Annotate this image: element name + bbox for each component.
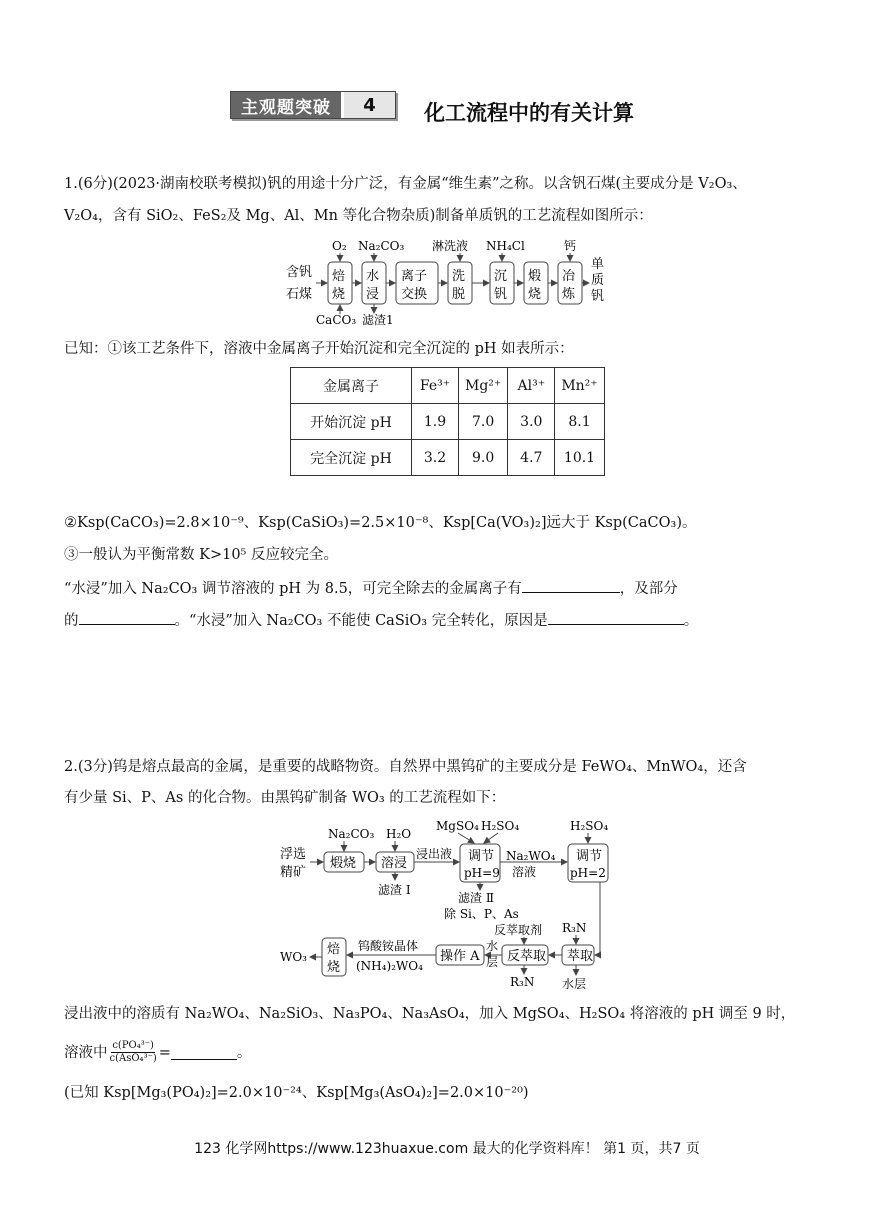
q1-ask-c: 的 <box>64 613 79 629</box>
q2-adjust1-b: pH=9 <box>464 866 500 880</box>
q2-line2: 有少量 Si、P、As 的化合物。由黑钨矿制备 WO₃ 的工艺流程如下： <box>64 790 506 806</box>
q1-step-prec-text-2: 钒 <box>494 287 508 302</box>
q1-input-na2co3: Na₂CO₃ <box>358 239 405 253</box>
q2-remove: 除 Si、P、As <box>444 907 519 921</box>
q2-na2co3: Na₂CO₃ <box>328 827 375 841</box>
q1-ask-line2 <box>64 610 698 631</box>
badge-label: 主观题突破 <box>231 92 341 118</box>
fraction <box>110 1040 157 1065</box>
q1-step-elute-text-2: 脱 <box>452 287 466 302</box>
q1-product-2: 质 <box>591 273 605 288</box>
q2-residue2: 滤渣 Ⅱ <box>458 891 494 905</box>
table-row-label: 开始沉淀 pH <box>291 404 412 440</box>
q1-flow-diagram <box>280 236 620 328</box>
q2-line1: 2.(3分)钨是熔点最高的金属，是重要的战略物资。自然界中黑钨矿的主要成分是 FeWO₄、MnWO₄，还含 <box>64 759 747 775</box>
q1-line2: V₂O₄，含有 SiO₂、FeS₂及 Mg、Al、Mn 等化合物杂质)制备单质钒的工艺流程如图所示： <box>64 208 653 224</box>
q1-ask-line1 <box>64 578 678 599</box>
fraction-denominator: c(AsO₄³⁻) <box>109 1053 157 1064</box>
q1-known-intro: 已知：①该工艺条件下，溶液中金属离子开始沉淀和完全沉淀的 pH 如表所示： <box>64 341 574 357</box>
q2-line4-a: 溶液中 <box>64 1044 108 1061</box>
q2-adjust2-b: pH=2 <box>570 866 606 880</box>
q2-op-a-text: 操作 A <box>440 949 480 964</box>
q2-line3: 浸出液中的溶质有 Na₂WO₄、Na₂SiO₃、Na₃PO₄、Na₃AsO₄，加入 MgSO₄、H₂SO₄ 将溶液的 pH 调至 9 时， <box>64 1006 796 1022</box>
q1-input-caco3: CaCO₃ <box>316 313 357 327</box>
q1-ask-d: 。“水浸”加入 Na₂CO₃ 不能使 CaSiO₃ 完全转化，原因是 <box>174 613 548 629</box>
q1-step-ion-text-2: 交换 <box>401 287 428 302</box>
q1-known2: ②Ksp(CaCO₃)=2.8×10⁻⁹、Ksp(CaSiO₃)=2.5×10⁻⁸、Ksp[Ca(VO₃)₂]远大于 Ksp(CaCO₃)。 <box>64 515 697 531</box>
q2-roast-text: 煅烧 <box>330 856 357 871</box>
answer-blank-2[interactable] <box>79 610 175 625</box>
q2-leach-text: 溶浸 <box>381 856 408 871</box>
q2-line4 <box>64 1040 251 1065</box>
q1-ask-a: “水浸”加入 Na₂CO₃ 调节溶液的 pH 为 8.5，可完全除去的金属离子有 <box>64 581 522 597</box>
page-title: 化工流程中的有关计算 <box>424 101 634 125</box>
table-header-cell: Fe³⁺ <box>412 368 459 404</box>
q1-input-nh4cl: NH₄Cl <box>486 239 525 253</box>
q1-residue1: 滤渣1 <box>362 313 394 327</box>
q2-r3n-top: R₃N <box>562 921 587 935</box>
section-badge <box>230 91 396 119</box>
q2-h2so4-1: H₂SO₄ <box>481 819 520 833</box>
q1-input-calcium: 钙 <box>564 239 577 253</box>
q2-water-layer: 水层 <box>562 977 587 990</box>
q1-feed-2: 石煤 <box>286 287 313 302</box>
q1-known3: ③一般认为平衡常数 K>10⁵ 反应较完全。 <box>64 547 338 563</box>
table-header-cell: 金属离子 <box>291 368 412 404</box>
table-cell: 1.9 <box>412 404 459 440</box>
q2-wo3: WO₃ <box>280 950 307 964</box>
table-header-cell: Mn²⁺ <box>555 368 604 404</box>
q2-h2so4-2: H₂SO₄ <box>570 819 609 833</box>
table-row-label: 完全沉淀 pH <box>291 440 412 476</box>
q1-step-smelt-text-2: 炼 <box>562 287 576 302</box>
q2-line4-b: = <box>158 1044 171 1061</box>
table-header-cell: Al³⁺ <box>508 368 555 404</box>
table-cell: 4.7 <box>508 440 555 476</box>
q2-h2o: H₂O <box>386 827 412 841</box>
table-cell: 9.0 <box>459 440 508 476</box>
q1-product-1: 单 <box>591 257 605 272</box>
badge-number: 4 <box>341 92 395 118</box>
q1-ask-b: ，及部分 <box>619 581 678 597</box>
page-footer: 123 化学网https://www.123huaxue.com 最大的化学资料库！ 第1 页，共7 页 <box>194 1141 700 1157</box>
q1-step-roast-text-2: 烧 <box>332 287 346 302</box>
q2-calcine-b: 烧 <box>327 960 341 975</box>
fraction-numerator: c(PO₄³⁻) <box>112 1040 154 1051</box>
q2-water-a: 水 <box>486 939 499 953</box>
q2-feed-2: 精矿 <box>280 865 307 880</box>
q2-line4-c: 。 <box>236 1044 252 1061</box>
q1-input-o2: O₂ <box>332 239 347 253</box>
q2-back-extract-text: 反萃取 <box>507 949 547 964</box>
table-cell: 7.0 <box>459 404 508 440</box>
answer-blank-1[interactable] <box>522 578 620 593</box>
q2-r3n-bottom: R₃N <box>510 975 535 989</box>
q1-step-leach-text-1: 水 <box>366 269 380 284</box>
ph-table <box>290 367 605 476</box>
q1-step-prec-text-1: 沉 <box>494 269 508 284</box>
q1-feed-1: 含钒 <box>286 265 313 280</box>
q1-step-leach-text-2: 浸 <box>366 287 380 302</box>
q2-crystal-a: 钨酸铵晶体 <box>358 939 419 953</box>
table-header-cell: Mg²⁺ <box>459 368 508 404</box>
q1-step-calc-text-1: 煅 <box>528 269 542 284</box>
q2-crystal-b: (NH₄)₂WO₄ <box>356 959 423 973</box>
q1-input-eluent: 淋洗液 <box>432 239 469 253</box>
q2-leachate: 浸出液 <box>416 847 453 861</box>
q2-water-b: 层 <box>486 955 499 969</box>
q2-flow-diagram <box>278 818 618 990</box>
q2-back-agent: 反萃取剂 <box>494 923 543 937</box>
table-cell: 8.1 <box>555 404 604 440</box>
table-cell: 3.2 <box>412 440 459 476</box>
q2-mgso4: MgSO₄ <box>436 819 479 833</box>
answer-blank-3[interactable] <box>548 610 684 625</box>
q2-calcine-a: 焙 <box>327 942 341 957</box>
q2-na2wo4-b: 溶液 <box>512 865 537 879</box>
q1-step-calc-text-2: 烧 <box>528 287 542 302</box>
q2-feed-1: 浮选 <box>280 847 307 862</box>
q2-na2wo4-a: Na₂WO₄ <box>506 849 556 863</box>
table-header-row <box>291 368 605 404</box>
q1-ask-e: 。 <box>683 613 699 629</box>
q2-line5: (已知 Ksp[Mg₃(PO₄)₂]=2.0×10⁻²⁴、Ksp[Mg₃(AsO₄)₂]=2.0×10⁻²⁰) <box>64 1085 529 1101</box>
q2-residue1: 滤渣 I <box>378 883 411 897</box>
table-cell: 3.0 <box>508 404 555 440</box>
table-row <box>291 404 605 440</box>
q1-step-smelt-text-1: 冶 <box>562 269 576 284</box>
q2-adjust2-a: 调节 <box>576 849 603 864</box>
q1-step-ion-text-1: 离子 <box>401 269 428 284</box>
q2-adjust1-a: 调节 <box>468 849 495 864</box>
table-cell: 10.1 <box>555 440 604 476</box>
q1-product-3: 钒 <box>591 289 605 304</box>
table-row <box>291 440 605 476</box>
q1-step-elute-text-1: 洗 <box>452 269 466 284</box>
q1-step-roast-text-1: 焙 <box>332 269 346 284</box>
q1-line1: 1.(6分)(2023·湖南校联考模拟)钒的用途十分广泛，有金属“维生素”之称。以含钒石煤(主要成分是 V₂O₃、 <box>64 176 747 192</box>
answer-blank-4[interactable] <box>171 1045 237 1060</box>
q2-extract-text: 萃取 <box>567 949 594 964</box>
